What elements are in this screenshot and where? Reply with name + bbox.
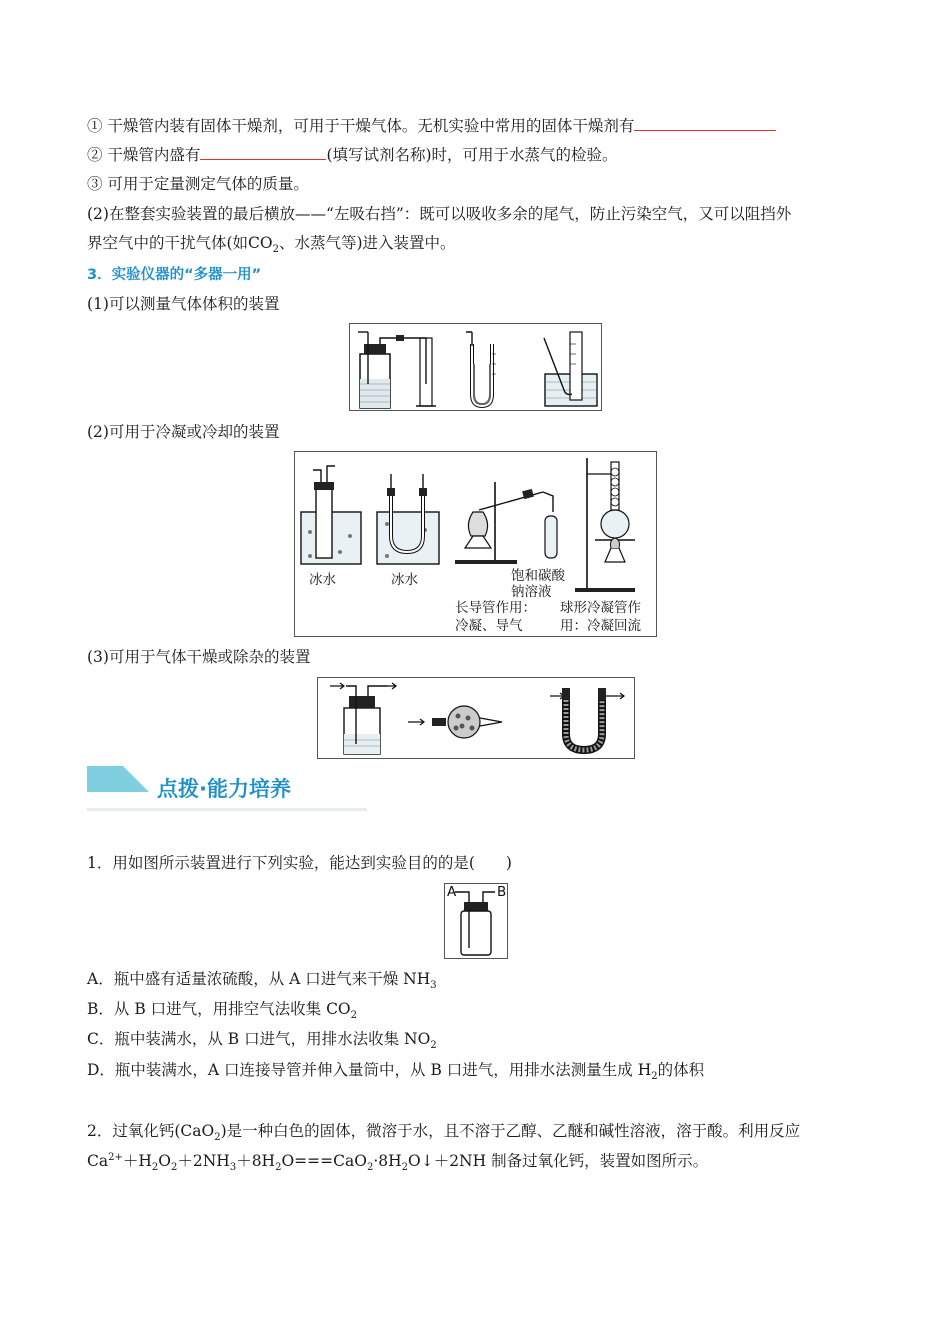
answer-blank-1[interactable] [634,114,776,131]
eq-sub: 2 [275,1162,282,1174]
option-d-text-b: 的体积 [657,1061,705,1079]
eq-sub: 2 [366,1162,374,1174]
eq-sub: 3 [229,1162,237,1174]
section-3-heading: 3．实验仪器的“多器一用” [87,267,262,283]
item1-text: ① 干燥管内装有固体干燥剂，可用于干燥气体。无机实验中常用的固体干燥剂有 [87,117,635,135]
dry-tube-item-1 [87,114,776,137]
sub-heading-drying: (3)可用于气体干燥或除杂的装置 [87,648,311,666]
label-ice-water-1: 冰水 [309,572,336,588]
label-long-tube-2: 冷凝、导气 [455,618,523,634]
eq-sub: 2 [151,1162,159,1174]
label-saturated-2: 钠溶液 [511,584,552,600]
tail-gas-line-1: (2)在整套实验装置的最后横放——“左吸右挡”：既可以吸收多余的尾气，防止污染空气，又可以阻挡外 [87,205,792,223]
eq-part: O↓＋2NH 制备过氧化钙，装置如图所示。 [408,1152,709,1170]
eq-part: ＋8H [236,1152,276,1170]
eq-part: Ca [87,1152,109,1170]
option-c-sub: 2 [430,1040,437,1052]
drying-apparatus-drawing [318,678,634,758]
port-a-label: A [447,884,457,900]
eq-part: O===CaO [281,1152,367,1170]
option-a-text: A．瓶中盛有适量浓硫酸，从 A 口进气来干燥 NH [87,970,431,988]
banner-title: 点拨·能力培养 [157,777,291,801]
item2-text-b: (填写试剂名称)时，可用于水蒸气的检验。 [326,146,618,164]
gas-bottle-drawing [445,884,507,958]
cooling-apparatus-drawing [295,452,656,636]
co2-subscript: 2 [272,244,279,256]
question-2-line-1 [87,1120,800,1142]
option-d-text-a: D．瓶中装满水，A 口连接导管并伸入量筒中，从 B 口进气，用排水法测量生成 H [87,1061,652,1079]
option-d[interactable] [87,1059,704,1081]
eq-sup: 2+ [108,1151,123,1163]
label-ball-condenser-2: 用：冷凝回流 [560,618,641,634]
port-b-label: B [497,884,507,900]
eq-part: ＋2NH [177,1152,230,1170]
eq-part: O [158,1152,171,1170]
label-long-tube-1: 长导管作用： [455,600,536,616]
question-1-stem: 1．用如图所示装置进行下列实验，能达到实验目的的是( ) [87,854,512,872]
tail-gas-text-a: 界空气中的干扰气体(如CO [87,234,273,252]
question-1-figure [444,883,508,959]
dry-tube-item-3: ③ 可用于定量测定气体的质量。 [87,175,309,193]
option-b-text: B．从 B 口进气，用排空气法收集 CO [87,1000,351,1018]
figure-drying [317,677,635,759]
sub-heading-cooling: (2)可用于冷凝或冷却的装置 [87,423,280,441]
label-ball-condenser-1: 球形冷凝管作 [560,600,641,616]
sub-heading-gas-volume: (1)可以测量气体体积的装置 [87,295,280,313]
label-ice-water-2: 冰水 [391,572,418,588]
label-saturated-1: 饱和碳酸 [511,568,565,584]
option-a[interactable] [87,968,437,990]
gas-volume-apparatus-drawing [350,324,601,410]
figure-cooling [294,451,657,637]
figure-gas-volume [349,323,602,411]
option-d-sub: 2 [651,1071,658,1083]
eq-part: ＋H [122,1152,152,1170]
dry-tube-item-2 [87,143,618,166]
item2-text-a: ② 干燥管内盛有 [87,146,201,164]
q2-sub: 2 [214,1132,221,1144]
option-c[interactable] [87,1028,437,1050]
q2-text-b: )是一种白色的固体，微溶于水，且不溶于乙醇、乙醚和碱性溶液，溶于酸。利用反应 [220,1122,801,1140]
q2-text-a: 2．过氧化钙(CaO [87,1122,215,1140]
option-b-sub: 2 [350,1010,358,1022]
option-a-sub: 3 [430,980,437,992]
eq-part: ·8H [373,1152,402,1170]
option-c-text: C．瓶中装满水，从 B 口进气，用排水法收集 NO [87,1030,431,1048]
option-b[interactable] [87,998,357,1020]
eq-sub: 2 [170,1162,178,1174]
answer-blank-2[interactable] [200,143,326,160]
question-2-equation [87,1150,708,1172]
tail-gas-text-b: 、水蒸气等)进入装置中。 [279,234,456,252]
eq-sub: 2 [401,1162,408,1174]
tail-gas-line-2 [87,232,456,254]
